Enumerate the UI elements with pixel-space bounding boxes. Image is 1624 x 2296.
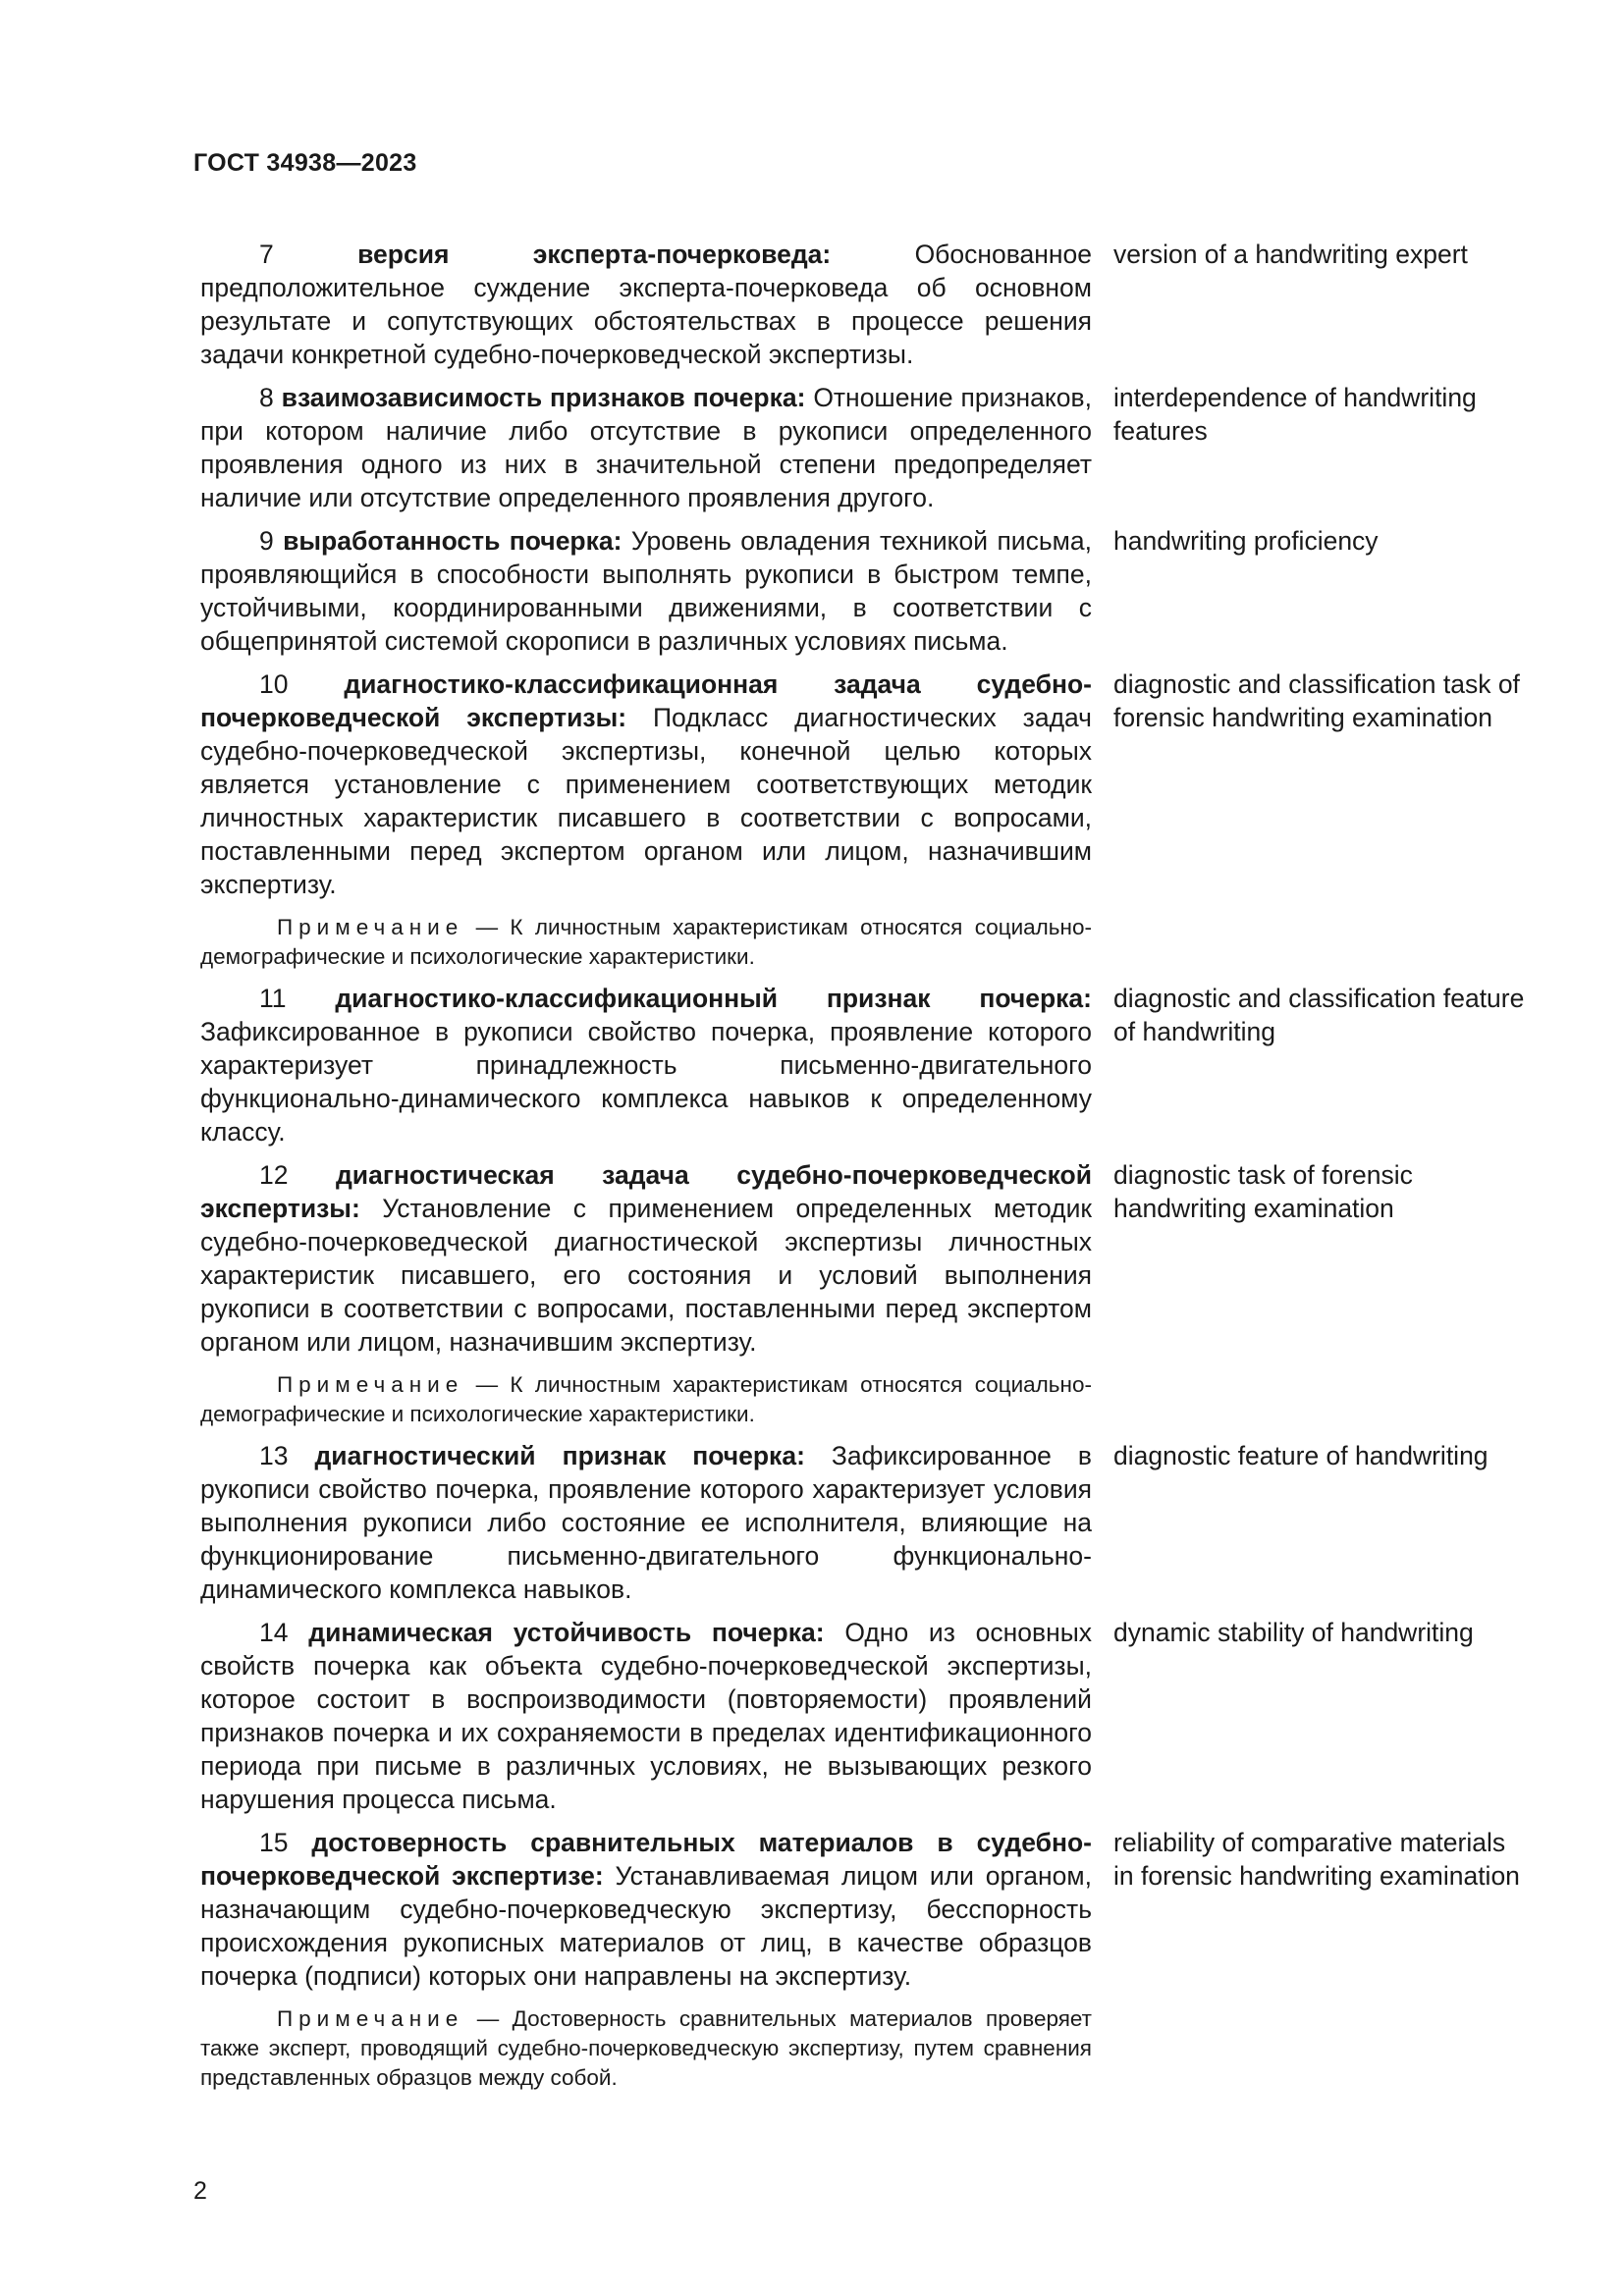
term-note — [200, 2004, 1092, 2093]
term-definition-ru — [200, 982, 1092, 1148]
term-english: dynamic stability of handwriting — [1113, 1618, 1474, 1647]
term-definition-ru — [200, 238, 1092, 371]
term-definition-text: Устанавливаемая лицом или органом, назначающим судебно-почерковедческую экспертизу, бесспорность происхождения рукописных материалов от лиц, в качестве образцов почерка (подписи) которых они направлены на экспертизу. — [200, 1861, 1092, 1991]
term-definition-text: Уровень овладения техникой письма, проявляющийся в способности выполнять рукописи в быстром темпе, устойчивыми, координированными движениями, в соответствии с общепринятой системой скорописи в различных условиях письма. — [200, 526, 1092, 656]
term-definition-text: Обоснованное предположительное суждение эксперта-почерковеда об основном результате и сопутствующих обстоятельствах в процессе решения задачи конкретной судебно-почерковедческой экспертизы. — [200, 240, 1092, 369]
term-note — [200, 913, 1092, 972]
terms-list — [200, 238, 1526, 2103]
term-definition-ru — [200, 1826, 1092, 1993]
term-english: diagnostic feature of handwriting — [1113, 1441, 1489, 1470]
term-number: 7 — [259, 240, 274, 269]
term-number: 11 — [259, 984, 287, 1013]
note-label: Примечание — [277, 915, 464, 939]
term-title: достоверность сравнительных материалов в судебно-почерковедческой экспертизе: — [200, 1828, 1092, 1891]
term-english: handwriting proficiency — [1113, 526, 1379, 556]
term-note — [200, 1370, 1092, 1429]
term-number: 14 — [259, 1618, 289, 1647]
note-text: К личностным характеристикам относятся социально-демографические и психологические характеристики. — [200, 915, 1092, 969]
term-definition-ru — [200, 1616, 1092, 1816]
term-title: диагностическая задача судебно-почерковедческой экспертизы: — [200, 1160, 1092, 1223]
note-dash: — — [475, 915, 499, 939]
term-definition-ru — [200, 1158, 1092, 1359]
term-definition-text: Подкласс диагностических задач судебно-почерковедческой экспертизы, конечной целью которых является установление с применением соответствующих методик личностных характеристик писавшего в соответствии с вопросами, поставленными перед экспертом органом или лицом, назначившим экспертизу. — [200, 703, 1092, 899]
term-title: динамическая устойчивость почерка: — [308, 1618, 825, 1647]
note-label: Примечание — [277, 2006, 464, 2031]
term-number: 15 — [259, 1828, 289, 1857]
term-entry-9 — [200, 524, 1526, 658]
term-title: взаимозависимость признаков почерка: — [281, 383, 806, 412]
term-entry-11 — [200, 982, 1526, 1148]
document-header: ГОСТ 34938—2023 — [193, 149, 417, 177]
term-definition-ru — [200, 381, 1092, 514]
term-entry-12 — [200, 1158, 1526, 1359]
term-english: interdependence of handwriting features — [1113, 383, 1477, 446]
term-title: диагностико-классификационная задача судебно-почерковедческой экспертизы: — [200, 669, 1092, 732]
term-number: 13 — [259, 1441, 289, 1470]
term-entry-8 — [200, 381, 1526, 514]
term-number: 12 — [259, 1160, 289, 1190]
term-title: выработанность почерка: — [283, 526, 623, 556]
term-title: диагностический признак почерка: — [314, 1441, 805, 1470]
term-number: 8 — [259, 383, 274, 412]
note-dash: — — [476, 2006, 500, 2031]
page-number: 2 — [193, 2177, 207, 2205]
term-english: diagnostic task of forensic handwriting examination — [1113, 1160, 1413, 1223]
term-entry-14 — [200, 1616, 1526, 1816]
term-definition-text: Установление с применением определенных методик судебно-почерковедческой диагностической экспертизы личностных характеристик писавшего, его состояния и условий выполнения рукописи в соответствии с вопросами, поставленными перед экспертом органом или лицом, назначившим экспертизу. — [200, 1194, 1092, 1357]
term-title: версия эксперта-почерковеда: — [357, 240, 832, 269]
term-definition-ru — [200, 1439, 1092, 1606]
term-definition-text: Одно из основных свойств почерка как объекта судебно-почерковедческой экспертизы, которое состоит в воспроизводимости (повторяемости) проявлений признаков почерка и их сохраняемости в пределах идентификационного периода при письме в различных условиях, не вызывающих резкого нарушения процесса письма. — [200, 1618, 1093, 1814]
term-definition-text: Зафиксированное в рукописи свойство почерка, проявление которого характеризует условия выполнения рукописи либо состояние ее исполнителя, влияющие на функционирование письменно-двигательного функционально-динамического комплекса навыков. — [200, 1441, 1092, 1604]
term-english: diagnostic and classification task of forensic handwriting examination — [1113, 669, 1520, 732]
term-english: reliability of comparative materials in forensic handwriting examination — [1113, 1828, 1520, 1891]
note-text: К личностным характеристикам относятся социально-демографические и психологические характеристики. — [200, 1372, 1092, 1426]
note-text: Достоверность сравнительных материалов проверяет также эксперт, проводящий судебно-почерковедческую экспертизу, путем сравнения представленных образцов между собой. — [200, 2006, 1092, 2090]
term-entry-10 — [200, 667, 1526, 901]
term-definition-text: Отношение признаков, при котором наличие либо отсутствие в рукописи определенного проявления одного из них в значительной степени предопределяет наличие или отсутствие определенного проявления другого. — [200, 383, 1092, 512]
term-definition-ru — [200, 667, 1092, 901]
term-number: 9 — [259, 526, 274, 556]
note-label: Примечание — [277, 1372, 464, 1397]
term-title: диагностико-классификационный признак почерка: — [335, 984, 1092, 1013]
term-definition-text: Зафиксированное в рукописи свойство почерка, проявление которого характеризует принадлежность письменно-двигательного функционально-динамического комплекса навыков к определенному классу. — [200, 1017, 1092, 1147]
term-english: version of a handwriting expert — [1113, 240, 1468, 269]
term-definition-ru — [200, 524, 1092, 658]
term-entry-7 — [200, 238, 1526, 371]
term-english: diagnostic and classification feature of handwriting — [1113, 984, 1525, 1046]
term-entry-13 — [200, 1439, 1526, 1606]
note-dash: — — [475, 1372, 499, 1397]
term-entry-15 — [200, 1826, 1526, 1993]
term-number: 10 — [259, 669, 289, 699]
